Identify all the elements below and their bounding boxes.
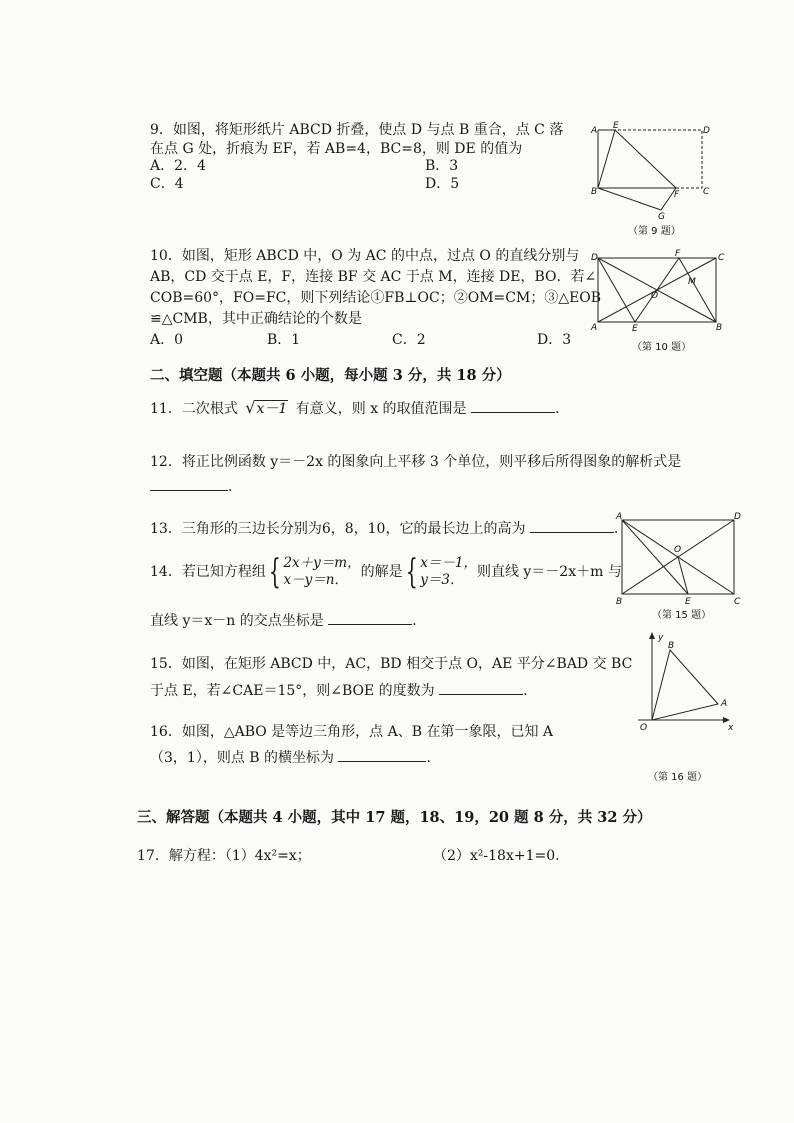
q10-line1: 10．如图，矩形 ABCD 中，O 为 AC 的中点，过点 O 的直线分别与 [150, 248, 580, 264]
q11-post: 有意义，则 x 的取值范围是 [295, 401, 467, 417]
q11 [150, 398, 559, 419]
q14-eq1: 2x＋y＝m， [283, 555, 361, 571]
q16-triangle-abo [652, 650, 718, 720]
q10-line4: ≌△CMB，其中正确结论的个数是 [150, 311, 362, 327]
q14-system [283, 555, 360, 589]
q15-end: . [523, 683, 528, 699]
q10-label-e: E [632, 324, 638, 334]
q16-line1: 16．如图，△ABO 是等边三角形，点 A、B 在第一象限，已知 A [150, 724, 554, 740]
q10-line-ef [635, 258, 679, 322]
q10-label-a: A [591, 323, 598, 333]
q9-label-f: F [674, 190, 680, 200]
q14-eq2: x－y＝n． [283, 572, 348, 588]
q9-caption: （第 9 题） [628, 226, 681, 237]
q14-brace-right: { [405, 552, 418, 592]
q15-line2-wrap [150, 680, 528, 701]
q11-pre: 11．二次根式 [150, 401, 238, 417]
q13 [150, 518, 618, 539]
q9-line2: 在点 G 处，折痕为 EF，若 AB=4，BC=8，则 DE 的值为 [150, 141, 523, 157]
section-2-heading: 二、填空题（本题共 6 小题，每小题 3 分，共 18 分） [150, 367, 511, 384]
q15-line1: 15．如图，在矩形 ABCD 中，AC，BD 相交于点 O，AE 平分∠BAD 交 BC [150, 656, 633, 672]
q15-label-e: E [685, 597, 691, 607]
q14-pre: 14．若已知方程组 [150, 564, 266, 580]
q9-line-bg [598, 188, 661, 210]
q15-caption: （第 15 题） [652, 610, 712, 621]
q14-sol2: y＝3． [420, 572, 464, 588]
q9-line-be [598, 130, 615, 188]
q16-end: . [426, 750, 431, 766]
q14-post: 则直线 y＝－2x＋m 与 [476, 564, 622, 580]
q14-brace-left: { [268, 552, 281, 592]
q15-label-d: D [734, 512, 741, 522]
q15-label-b: B [616, 597, 623, 607]
q12-answer-blank[interactable] [150, 476, 228, 491]
q15-label-o: O [674, 545, 682, 555]
figure-q9 [588, 118, 718, 238]
q9-rect-dashed [598, 130, 702, 188]
q16-y-arrow [649, 632, 655, 639]
q14-solution [420, 555, 477, 589]
q16-label-y: y [658, 633, 664, 643]
q10-option-d: D．3 [537, 332, 572, 348]
q12-line2 [150, 476, 232, 497]
q16-label-x: x [728, 723, 734, 733]
q9-option-d: D．5 [425, 176, 460, 192]
q11-radical: √x－1 [245, 398, 288, 417]
q10-option-c: C．2 [392, 332, 426, 348]
q10-label-m: M [688, 277, 696, 287]
q15-answer-blank[interactable] [439, 680, 523, 695]
q9-fold-ef [615, 130, 676, 188]
q14-mid: 的解是 [360, 564, 403, 580]
q16-label-o: O [640, 723, 648, 733]
q17-part1: 17．解方程：（1）4x²=x； [137, 848, 311, 864]
q9-label-b: B [591, 187, 598, 197]
q9-option-a: A．2．4 [150, 158, 206, 174]
q9-label-g: G [658, 212, 665, 222]
q10-label-b: B [716, 323, 723, 333]
q16-answer-blank[interactable] [338, 747, 426, 762]
q15-label-a: A [616, 512, 623, 522]
q14-answer-blank[interactable] [328, 610, 412, 625]
q10-line2: AB，CD 交于点 E，F，连接 BF 交 AC 于点 M，连接 DE，BO．若∠ [150, 269, 597, 285]
q11-radicand: x－1 [256, 401, 288, 417]
q17-part2: （2）x²-18x+1=0. [433, 848, 560, 864]
q12-line1: 12．将正比例函数 y＝－2x 的图象向上平移 3 个单位，则平移后所得图象的解析式是 [150, 454, 682, 470]
q9-label-c: C [703, 187, 710, 197]
q10-line3: COB=60°，FO=FC，则下列结论①FB⊥OC；②OM=CM；③△EOB [150, 290, 602, 306]
q10-label-f: F [675, 249, 681, 259]
section-3-heading: 三、解答题（本题共 4 小题，其中 17 题，18、19，20 题 8 分，共 32 分） [137, 809, 652, 826]
q9-line1: 9．如图，将矩形纸片 ABCD 折叠，使点 D 与点 B 重合，点 C 落 [150, 122, 564, 138]
q12-end: . [228, 479, 233, 495]
q10-option-b: B．1 [267, 332, 301, 348]
q10-label-c: C [718, 253, 725, 263]
figure-q15 [612, 510, 752, 622]
q13-end: . [613, 521, 619, 537]
q14-sol1: x＝－1， [420, 555, 477, 571]
q13-text: 13．三角形的三边长分别为6，8，10，它的最长边上的高为 [150, 521, 526, 537]
q10-caption: （第 10 题） [632, 342, 692, 353]
q11-end: . [555, 401, 560, 417]
q16-line2-wrap [150, 747, 431, 768]
q16-line2: （3，1），则点 B 的横坐标为 [150, 750, 335, 766]
q10-option-a: A．0 [150, 332, 184, 348]
q15-line2: 于点 E，若∠CAE＝15°，则∠BOE 的度数为 [150, 683, 435, 699]
q9-label-e: E [613, 121, 619, 131]
figure-q16 [630, 628, 750, 786]
q13-answer-blank[interactable] [530, 518, 614, 533]
q14-line1 [150, 552, 622, 592]
q15-label-c: C [734, 597, 741, 607]
q16-label-a: A [721, 699, 728, 709]
q16-caption: （第 16 题） [648, 772, 708, 783]
figure-q10 [588, 248, 728, 356]
q10-label-d: D [591, 253, 598, 263]
q9-label-a: A [591, 126, 598, 136]
q10-label-o: O [651, 291, 659, 301]
q14-end: . [412, 613, 417, 629]
q9-option-b: B．3 [425, 158, 459, 174]
q14-line2-wrap [150, 610, 417, 631]
q16-label-b: B [668, 641, 675, 651]
q14-line2: 直线 y＝x－n 的交点坐标是 [150, 613, 324, 629]
q9-option-c: C．4 [150, 176, 184, 192]
q9-label-d: D [703, 126, 710, 136]
q11-answer-blank[interactable] [471, 398, 555, 413]
